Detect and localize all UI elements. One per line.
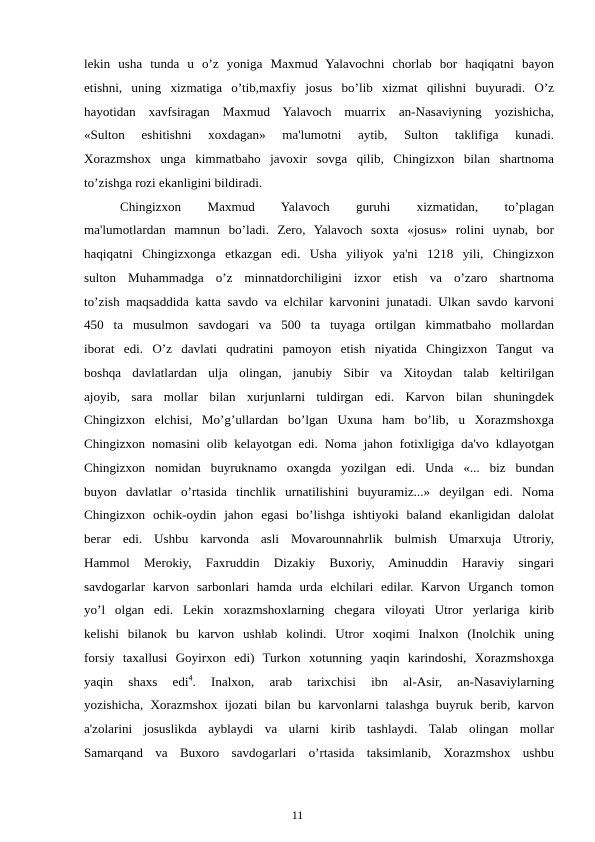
text-line: forsiy taxallusi Goyirxon edi) Turkon xotunning yaqin karindoshi, Xorazmshoxga bbox=[84, 649, 554, 665]
text-segment: yaqin shaxs edi bbox=[84, 673, 189, 689]
paragraph-start-line: Chingizxon Maxmud Yalavoch guruhi xizmatidan, to’plagan bbox=[120, 198, 554, 214]
page-number: 11 bbox=[291, 808, 304, 822]
text-line: iborat edi. O’z davlati qudratini pamoyon etish niyatida Chingizxon Tangut va bbox=[84, 341, 554, 356]
text-line: hayotidan xavfsiragan Maxmud Yalavoch muarrix an-Nasaviyning yozishicha, bbox=[84, 103, 554, 119]
text-line: Chingizxon ochik-oydin jahon egasi bo’lishga ishtiyoki baland ekanligidan dalolat bbox=[84, 507, 554, 523]
text-line: Xorazmshox unga kimmatbaho javoxir sovga qilib, Chingizxon bilan shartnoma bbox=[84, 151, 554, 166]
text-line: buyon davlatlar o’rtasida tinchlik urnatilishini buyuramiz...» deyilgan edi. Noma bbox=[84, 483, 554, 499]
text-line: sulton Muhammadga o’z minnatdorchiligini izxor etish va o’zaro shartnoma bbox=[84, 269, 554, 285]
text-line: ma'lumotlardan mamnun bo’ladi. Zero, Yalavoch soxta «josus» rolini uynab, bor bbox=[84, 222, 554, 238]
text-segment: . Inalxon, arab tarixchisi ibn al-Asir, an-Nasaviylarning bbox=[192, 673, 554, 689]
text-line: berar edi. Ushbu karvonda asli Movarounnahrlik bulmish Umarxuja Utroriy, bbox=[84, 531, 554, 546]
text-line: lekin usha tunda u o’z yoniga Maxmud Yalavochni chorlab bor haqiqatni bayon bbox=[84, 56, 554, 71]
text-line: «Sulton eshitishni xoxdagan» ma'lumotni aytib, Sulton taklifiga kunadi. bbox=[84, 127, 554, 143]
text-line: savdogarlar karvon sarbonlari hamda urda elchilari edilar. Karvon Urganch tomon bbox=[84, 578, 554, 594]
text-line: a'zolarini josuslikda ayblaydi va ularni kirib tashlaydi. Talab olingan mollar bbox=[84, 721, 554, 736]
text-line: yozishicha, Xorazmshox ijozati bilan bu karvonlarni talashga buyruk berib, karvon bbox=[84, 697, 554, 713]
text-line-with-footnote bbox=[84, 670, 554, 694]
text-line: boshqa davlatlardan ulja olingan, janubiy Sibir va Xitoydan talab keltirilgan bbox=[84, 364, 554, 380]
text-line: kelishi bilanok bu karvon ushlab kolindi. Utror xoqimi Inalxon (Inolchik uning bbox=[84, 626, 554, 641]
text-line: etishni, uning xizmatiga o’tib,maxfiy josus bo’lib xizmat qilishni buyuradi. O’z bbox=[84, 79, 554, 95]
body-text bbox=[84, 52, 554, 765]
text-line: to’zish maqsaddida katta savdo va elchilar karvonini junatadi. Ulkan savdo karvoni bbox=[84, 293, 554, 309]
text-line: Chingizxon nomasini olib kelayotgan edi. Noma jahon fotixligiga da'vo kdlayotgan bbox=[84, 436, 554, 451]
footnote-marker[interactable]: 4 bbox=[188, 673, 193, 683]
text-line: yo’l olgan edi. Lekin xorazmshoxlarning chegara viloyati Utror yerlariga kirib bbox=[84, 602, 554, 618]
text-line: 450 ta musulmon savdogari va 500 ta tuyaga ortilgan kimmatbaho mollardan bbox=[84, 317, 554, 333]
text-line: Chingizxon elchisi, Mo’g’ullardan bo’lgan Uxuna ham bo’lib, u Xorazmshoxga bbox=[84, 412, 554, 428]
text-line: Samarqand va Buxoro savdogarlari o’rtasida taksimlanib, Xorazmshox ushbu bbox=[84, 744, 554, 760]
text-line: haqiqatni Chingizxonga etkazgan edi. Usha yiliyok ya'ni 1218 yili, Chingizxon bbox=[84, 246, 554, 261]
text-line: Hammol Merokiy, Faxruddin Dizakiy Buxoriy, Aminuddin Haraviy singari bbox=[84, 554, 554, 570]
text-line: Chingizxon nomidan buyruknamo oxangda yozilgan edi. Unda «... biz bundan bbox=[84, 459, 554, 475]
text-line: ajoyib, sara mollar bilan xurjunlarni tuldirgan edi. Karvon bilan shuningdek bbox=[84, 388, 554, 404]
text-line: to’zishga rozi ekanligini bildiradi. bbox=[84, 174, 263, 190]
